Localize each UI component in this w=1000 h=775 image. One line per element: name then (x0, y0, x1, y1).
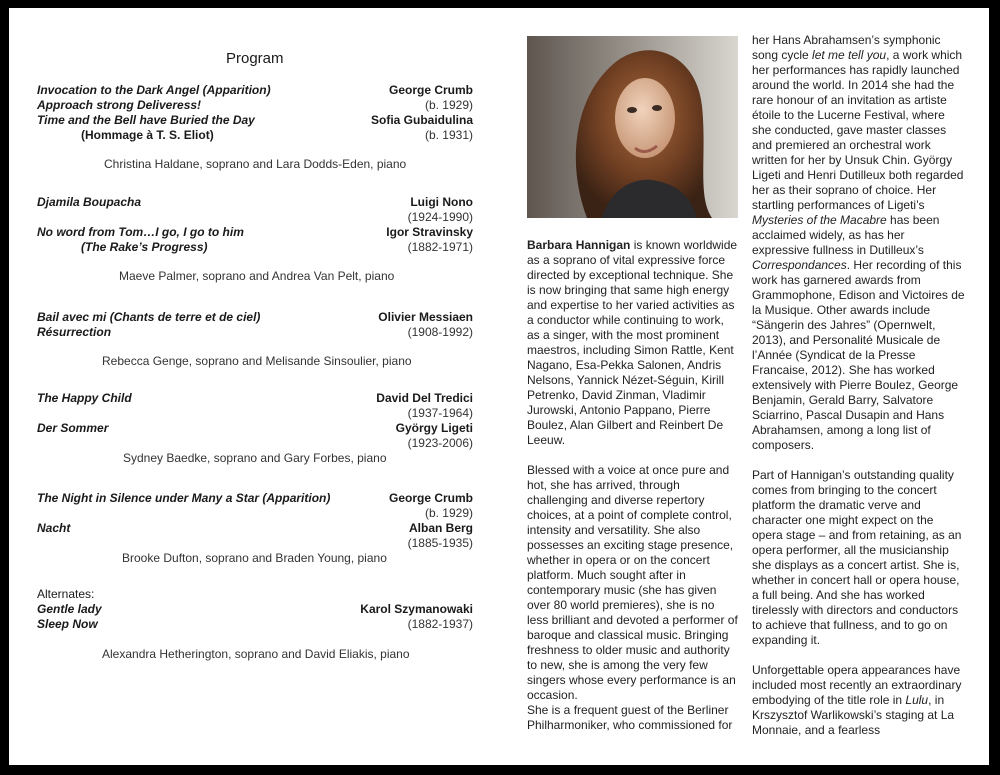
bio-paragraph-3-start: She is a frequent guest of the Berliner Philharmoniker, who commissioned for (527, 703, 733, 732)
composer-name: Igor Stravinsky (386, 225, 473, 239)
composer-dates: (1937-1964) (407, 406, 473, 420)
composer-dates: (b. 1929) (424, 98, 473, 112)
work-title: Time and the Bell have Buried the Day (37, 113, 255, 127)
bio-text: is known worldwide as a soprano of vital expressive force directed by exceptional technique. She is now bringing that same high energy and expertise to her varied activities as a conductor while continuing to work, as a singer, with the most prominent maestros, including Simon Rattle, Kent Nagano, Esa-Pekka Salonen, Andris Nelsons, Yannick Nézet-Séguin, Kirill Petrenko, David Zinman, Vladimir Jurowski, Antonio Pappano, Pierre Boulez, Alan Gilbert and Reinbert De Leeuw. (527, 238, 738, 447)
bio-text: has been acclaimed widely, as has her expressive fullness in Dutilleux’s (752, 213, 940, 257)
bio-text: , a work which her performances has rapidly launched around the world. In 2014 she had the rare honour of an invitation as artiste étoile to the Lucerne Festival, where she conducted, gave master classes and premiered an orchestral work written for her by Unsuk Chin. György Ligeti and Henri Dutilleux both regarded her as their soprano of choice. Her startling performances of Ligeti’s (752, 48, 964, 212)
work-title: The Night in Silence under Many a Star (Apparition) (37, 491, 331, 505)
work-subtitle: (The Rake’s Progress) (81, 240, 208, 254)
performers: Christina Haldane, soprano and Lara Dodds-Eden, piano (104, 157, 407, 171)
program-heading: Program (226, 50, 284, 67)
composer-name: Olivier Messiaen (378, 310, 473, 324)
bio-column-2 (752, 33, 965, 738)
composer-dates: (1908-1992) (407, 325, 473, 339)
composer-name: George Crumb (388, 83, 473, 97)
work-title: Approach strong Deliveress! (37, 98, 202, 112)
bio-text: Unforgettable opera appearances have included most recently an extraordinary embodying of the title role in (752, 663, 962, 707)
work-title: Invocation to the Dark Angel (Apparition) (37, 83, 271, 97)
work-title: The Happy Child (37, 391, 132, 405)
bio-work-title: Lulu (905, 693, 929, 707)
bio-paragraph-3-cont (752, 33, 965, 453)
work-title: Sleep Now (37, 617, 98, 631)
composer-name: Sofia Gubaidulina (370, 113, 473, 127)
work-title: No word from Tom…I go, I go to him (37, 225, 244, 239)
bio-paragraph-4: Part of Hannigan’s outstanding quality comes from bringing to the concert platform the dramatic verve and character one might expect on the opera stage – and from retaining, as an opera performer, all the musicianship she displays as a concert artist. She is, whether in concert hall or opera house, a full being. And she has worked tirelessly with directors and conductors to achieve that fullness, and to go on expanding it. (752, 468, 962, 647)
work-subtitle: (Hommage à T. S. Eliot) (81, 128, 214, 142)
composer-name: Alban Berg (408, 521, 473, 535)
composer-dates: (b. 1931) (424, 128, 473, 142)
bio-paragraph-5 (752, 663, 965, 738)
work-title: Djamila Boupacha (37, 195, 142, 209)
performers: Alexandra Hetherington, soprano and David Eliakis, piano (102, 647, 410, 661)
alternates-label: Alternates: (37, 587, 95, 601)
bio-work-title: Mysteries of the Macabre (752, 213, 887, 227)
composer-dates: (1923-2006) (407, 436, 473, 450)
portrait-image (527, 36, 738, 218)
composer-name: Karol Szymanowaki (360, 602, 473, 616)
performers: Rebecca Genge, soprano and Melisande Sinsoulier, piano (102, 354, 412, 368)
bio-column-1 (527, 238, 739, 733)
composer-dates: (1885-1935) (407, 536, 473, 550)
artist-name: Barbara Hannigan (527, 238, 631, 252)
composer-name: David Del Tredici (376, 391, 473, 405)
bio-work-title: Correspondances (752, 258, 847, 272)
portrait-photo (527, 36, 738, 218)
composer-name: George Crumb (388, 491, 473, 505)
work-title: Der Sommer (37, 421, 109, 435)
composer-dates: (1882-1971) (407, 240, 473, 254)
bio-text: her Hans Abrahamsen’s symphonic song cycle (752, 33, 941, 62)
performers: Sydney Baedke, soprano and Gary Forbes, piano (123, 451, 387, 465)
work-title: Bail avec mi (Chants de terre et de ciel) (37, 310, 261, 324)
composer-name: Luigi Nono (410, 195, 473, 209)
composer-dates: (b. 1929) (424, 506, 473, 520)
work-title: Résurrection (37, 325, 112, 339)
work-title: Nacht (37, 521, 71, 535)
composer-dates: (1924-1990) (407, 210, 473, 224)
program-page (9, 8, 989, 765)
performers: Brooke Dufton, soprano and Braden Young, piano (122, 551, 387, 565)
composer-name: György Ligeti (395, 421, 473, 435)
composer-dates: (1882-1937) (407, 617, 473, 631)
bio-paragraph-2: Blessed with a voice at once pure and hot, she has arrived, through challenging and diverse repertory choices, at a point of complete control, intensity and versatility. She also possesses an exciting stage presence, whether in opera or on the concert platform. Much sought after in contemporary music (she has given over 80 world premieres), she is no less brilliant and devoted a performer of baroque and classical music. Bringing freshness to older music and authority to new, she is among the very few singers whose every performance is an occasion. (527, 463, 738, 702)
performers: Maeve Palmer, soprano and Andrea Van Pelt, piano (119, 269, 395, 283)
bio-paragraph-1 (527, 238, 739, 448)
work-title: Gentle lady (37, 602, 102, 616)
bio-work-title: let me tell you (812, 48, 887, 62)
bio-text: , in Krszysztof Warlikowski’s staging at La Monnaie, and a fearless (752, 693, 955, 737)
bio-text: . Her recording of this work has garnered awards from Grammophone, Edison and Victoires de la Musique. Other awards include “Sängerin des Jahres” (Opernwelt, 2013), and Personalité Musicale de l’Année (Syndicat de la Presse Francaise, 2012). She has worked extensively with Pierre Boulez, George Benjamin, Gerald Barry, Salvatore Sciarrino, Pascal Dusapin and Hans Abrahamsen, among a long list of composers. (752, 258, 965, 452)
